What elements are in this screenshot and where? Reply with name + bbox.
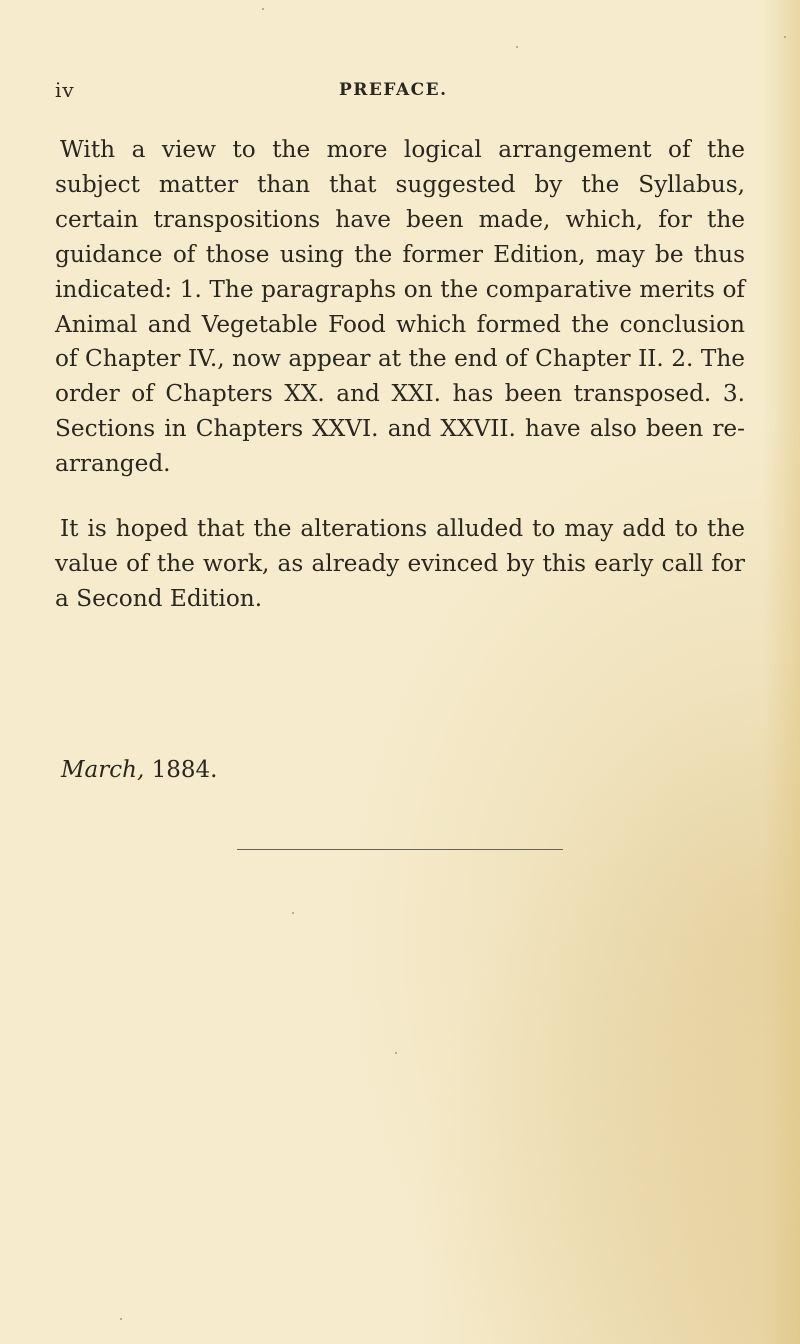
preface-paragraph-2: It is hoped that the alterations alluded to may add to the value of the work, as already evinced by this early call for a Second Edition. xyxy=(55,515,745,612)
paper-speck xyxy=(262,8,264,10)
paper-speck xyxy=(395,1052,397,1054)
paper-speck xyxy=(120,1318,122,1320)
page-header xyxy=(55,78,745,108)
signature-month: March, xyxy=(61,757,145,783)
page-number: iv xyxy=(55,78,75,102)
paper-speck xyxy=(784,36,786,38)
preface-body xyxy=(55,133,745,617)
running-title: PREFACE. xyxy=(339,80,448,100)
date-signature xyxy=(61,757,217,783)
signature-year: 1884. xyxy=(151,757,218,783)
preface-paragraph-1: With a view to the more logical arrangement of the subject matter than that suggested by the Syllabus, certain transpositions have been made, which, for the guidance of those using the former Edition, may be thus indicated: 1. The paragraphs on the comparative merits of Animal and Vegetable Food which formed the conclusion of Chapter IV., now appear at the end of Chapter II. 2. The order of Chapters XX. and XXI. has been transposed. 3. Sections in Chapters XXVI. and XXVII. have also been re-arranged. xyxy=(55,136,745,478)
page-edge-shading xyxy=(762,0,800,1344)
paper-speck xyxy=(292,912,294,914)
paper-speck xyxy=(516,46,518,48)
closing-rule xyxy=(237,849,563,850)
